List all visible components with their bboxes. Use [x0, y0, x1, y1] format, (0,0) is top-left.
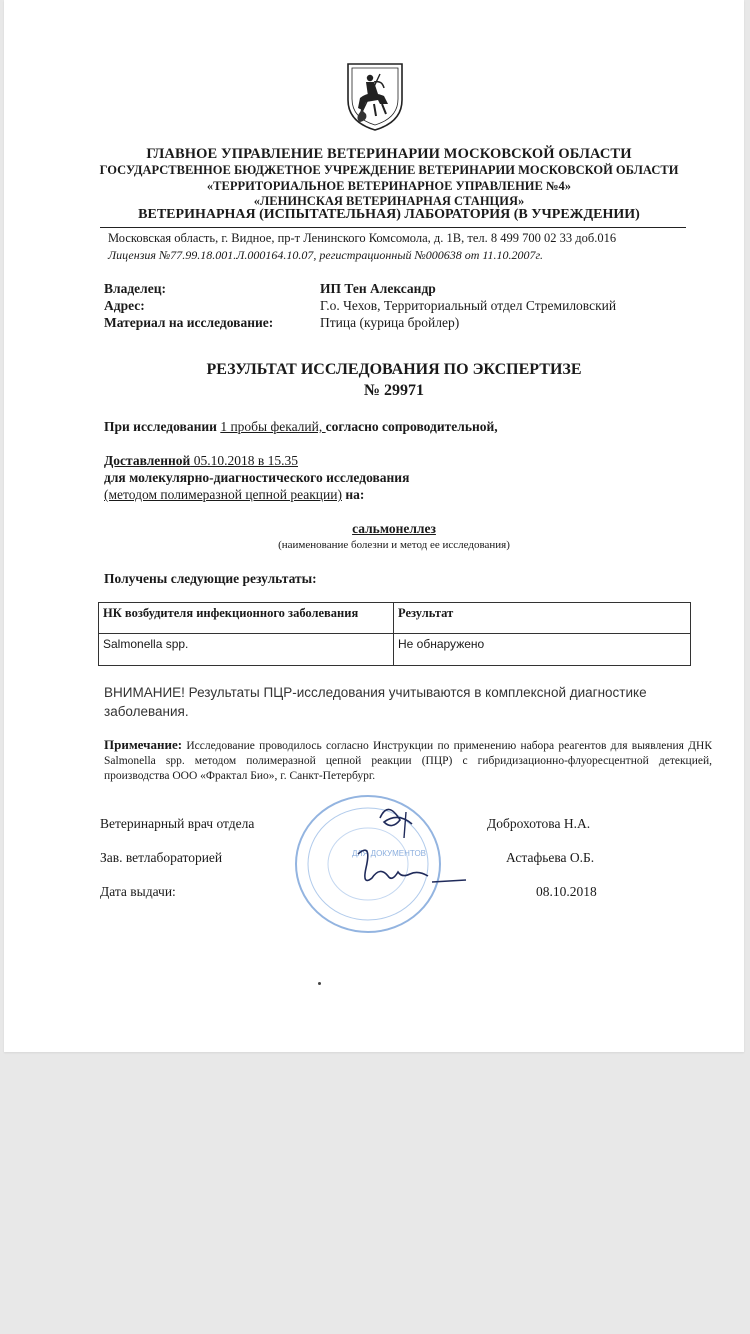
- issue-date-value: 08.10.2018: [536, 884, 597, 899]
- table-cell-pathogen: Salmonella spp.: [99, 634, 394, 666]
- issue-date-label: Дата выдачи:: [100, 884, 176, 899]
- material-value: Птица (курица бройлер): [320, 315, 460, 330]
- delivered-prefix: Доставленной: [104, 453, 191, 468]
- official-stamp: [288, 790, 488, 940]
- moscow-coat-of-arms-icon: [344, 60, 406, 132]
- study-sample: 1 пробы фекалий,: [220, 419, 326, 434]
- method-line-2: [104, 487, 364, 503]
- table-header-result: Результат: [394, 603, 691, 634]
- vet-doctor-name: Доброхотова Н.А.: [487, 816, 591, 831]
- stamp-text: ДЛЯ ДОКУМЕНТОВ: [352, 849, 427, 858]
- table-header-pathogen: НК возбудителя инфекционного заболевания: [99, 603, 394, 634]
- delivered-value: 05.10.2018 в 15.35: [190, 453, 298, 468]
- method-name: (методом полимеразной цепной реакции): [104, 487, 342, 502]
- lab-head-label: Зав. ветлабораторией: [100, 850, 223, 865]
- owner-label: Владелец:: [104, 281, 166, 296]
- lab-head-name: Астафьева О.Б.: [506, 850, 595, 865]
- result-title: РЕЗУЛЬТАТ ИССЛЕДОВАНИЯ ПО ЭКСПЕРТИЗЕ: [206, 361, 582, 378]
- lab-license: Лицензия №77.99.18.001.Л.000164.10.07, регистрационный №000638 от 11.10.2007г.: [108, 248, 544, 262]
- study-suffix: согласно сопроводительной,: [325, 419, 498, 434]
- speck: [318, 982, 321, 985]
- attention-text: ВНИМАНИЕ! Результаты ПЦР-исследования учитываются в комплексной диагностике заболевания.: [104, 685, 647, 719]
- address-value: Г.о. Чехов, Территориальный отдел Стремиловский: [320, 298, 617, 313]
- table-cell-result: Не обнаружено: [394, 634, 691, 666]
- result-number: № 29971: [363, 382, 425, 399]
- header-line-1: ГЛАВНОЕ УПРАВЛЕНИЕ ВЕТЕРИНАРИИ МОСКОВСКОЙ ОБЛАСТИ: [146, 146, 632, 162]
- material-label: Материал на исследование:: [104, 315, 274, 330]
- vet-doctor-label: Ветеринарный врач отдела: [100, 816, 255, 831]
- header-line-4: «ЛЕНИНСКАЯ ВЕТЕРИНАРНАЯ СТАНЦИЯ»: [253, 194, 525, 208]
- document-page: [4, 0, 744, 1052]
- method-suffix: на:: [341, 487, 365, 502]
- header-divider: [100, 227, 686, 228]
- note-block: [104, 737, 712, 784]
- study-line: [104, 419, 498, 435]
- note-text: Исследование проводилось согласно Инструкции по применению набора реагентов для выявления ДНК Salmonella spp. методом полимеразной цепной реакции (ПЦР) с гибридизационно-флуоресцентной детекцией, производства ООО «Фрактал Био», г. Санкт-Петербург.: [104, 740, 713, 782]
- owner-value: ИП Тен Александр: [320, 281, 436, 296]
- header-line-5: ВЕТЕРИНАРНАЯ (ИСПЫТАТЕЛЬНАЯ) ЛАБОРАТОРИЯ (В УЧРЕЖДЕНИИ): [138, 207, 640, 222]
- results-table: [98, 602, 691, 666]
- table-row: [99, 634, 691, 666]
- note-label: Примечание:: [104, 737, 183, 752]
- study-prefix: При исследовании: [104, 419, 221, 434]
- header-line-3: «ТЕРРИТОРИАЛЬНОЕ ВЕТЕРИНАРНОЕ УПРАВЛЕНИЕ №4»: [206, 179, 572, 193]
- method-line-1: для молекулярно-диагностического исследования: [104, 470, 410, 485]
- address-label: Адрес:: [104, 298, 145, 313]
- delivered-line: [104, 453, 298, 469]
- disease-name: сальмонеллез: [352, 521, 436, 536]
- table-header-row: [99, 603, 691, 634]
- lab-address: Московская область, г. Видное, пр-т Ленинского Комсомола, д. 1В, тел. 8 499 700 02 33 доб.016: [108, 231, 617, 245]
- disease-caption: (наименование болезни и метод ее исследования): [278, 539, 510, 551]
- header-line-2: ГОСУДАРСТВЕННОЕ БЮДЖЕТНОЕ УЧРЕЖДЕНИЕ ВЕТЕРИНАРИИ МОСКОВСКОЙ ОБЛАСТИ: [99, 163, 679, 177]
- results-heading: Получены следующие результаты:: [104, 571, 317, 586]
